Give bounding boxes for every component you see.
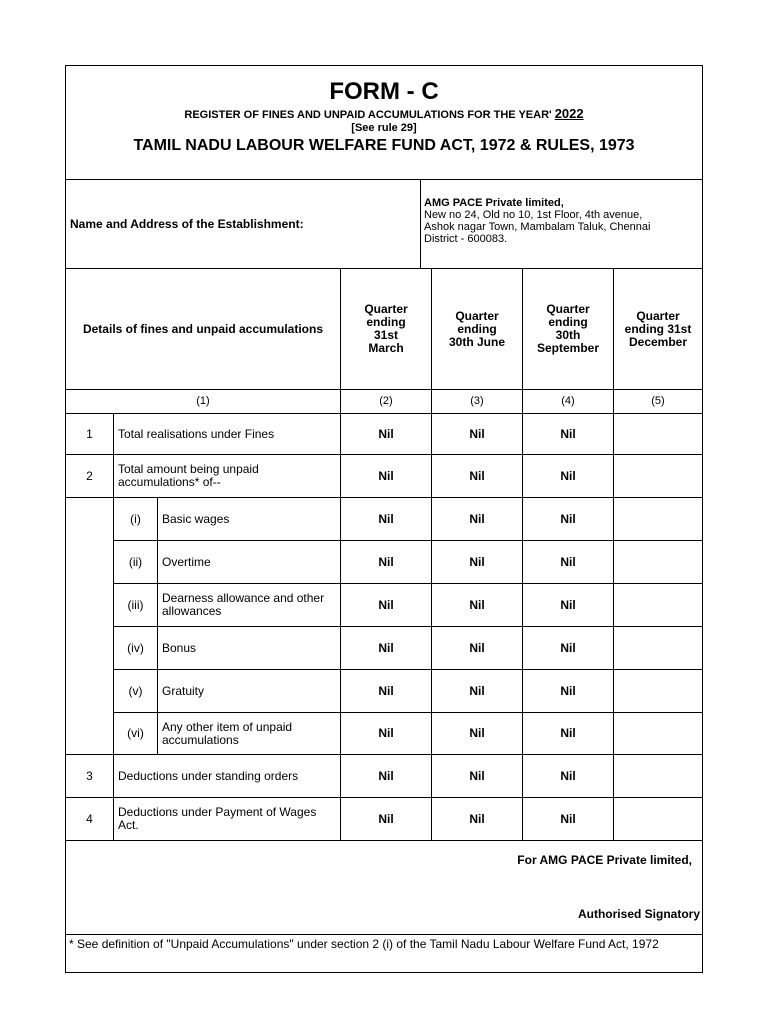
row-serial: 4	[86, 811, 93, 826]
row-value: Nil	[340, 670, 431, 712]
row-value: Nil	[340, 798, 431, 840]
row-serial: 2	[86, 468, 93, 483]
address-line: Ashok nagar Town, Mambalam Taluk, Chennai	[424, 221, 651, 233]
footnote: * See definition of "Unpaid Accumulations" under section 2 (i) of the Tamil Nadu Labour Welfare Fund Act, 1972	[66, 934, 702, 972]
column-number: (2)	[340, 390, 431, 413]
row-description: Bonus	[157, 627, 340, 669]
row-sub-numeral: (i)	[113, 498, 157, 540]
row-value: Nil	[522, 713, 613, 754]
row-description: Gratuity	[157, 670, 340, 712]
row-value: Nil	[340, 541, 431, 583]
row-value: Nil	[431, 755, 522, 797]
row-value: Nil	[340, 713, 431, 754]
row-value	[613, 541, 702, 583]
row-value: Nil	[340, 584, 431, 626]
row-value: Nil	[522, 541, 613, 583]
row-value: Nil	[522, 627, 613, 669]
sub-rows-spacer	[66, 498, 113, 754]
row-value	[613, 414, 702, 454]
row-value	[613, 670, 702, 712]
row-sub-numeral: (v)	[113, 670, 157, 712]
sub-rows-block	[66, 497, 702, 754]
column-header-q4: Quarter ending 31st December	[613, 269, 702, 389]
row-value: Nil	[431, 627, 522, 669]
row-value: Nil	[431, 541, 522, 583]
row-value	[613, 713, 702, 754]
row-sub-numeral: (iii)	[113, 584, 157, 626]
column-header-details: Details of fines and unpaid accumulations	[82, 321, 324, 336]
column-number: (5)	[613, 390, 702, 413]
signature-block	[66, 840, 702, 934]
table-row	[66, 754, 702, 797]
row-value	[613, 627, 702, 669]
form-sheet	[65, 65, 703, 973]
column-number: (3)	[431, 390, 522, 413]
address-line: New no 24, Old no 10, 1st Floor, 4th avenue,	[424, 209, 643, 221]
row-value	[613, 455, 702, 497]
row-value: Nil	[340, 498, 431, 540]
table-row	[66, 413, 702, 454]
column-header-row	[66, 268, 702, 389]
form-title: FORM - C	[329, 78, 439, 105]
row-description: Basic wages	[157, 498, 340, 540]
row-serial: 1	[86, 426, 93, 441]
row-value: Nil	[522, 755, 613, 797]
column-number: (4)	[522, 390, 613, 413]
row-value: Nil	[340, 455, 431, 497]
row-value: Nil	[522, 798, 613, 840]
column-header-q3: Quarter ending 30th September	[522, 269, 613, 389]
row-description: Deductions under standing orders	[113, 755, 340, 797]
table-row	[113, 669, 702, 712]
row-value: Nil	[431, 670, 522, 712]
column-header-q2: Quarter ending 30th June	[431, 269, 522, 389]
row-value: Nil	[431, 498, 522, 540]
row-serial: 3	[86, 768, 93, 783]
row-value: Nil	[431, 414, 522, 454]
form-header	[66, 79, 702, 179]
row-description: Overtime	[157, 541, 340, 583]
column-header-q1: Quarter ending 31st March	[340, 269, 431, 389]
row-value: Nil	[522, 498, 613, 540]
establishment-address	[420, 180, 702, 268]
row-value	[613, 498, 702, 540]
table-row	[113, 626, 702, 669]
row-sub-numeral: (vi)	[113, 713, 157, 754]
establishment-row	[66, 179, 702, 268]
row-description: Dearness allowance and other allowances	[157, 584, 340, 626]
row-value: Nil	[340, 414, 431, 454]
table-row	[66, 454, 702, 497]
address-line: District - 600083.	[424, 233, 508, 245]
form-subtitle	[66, 107, 702, 122]
table-row	[113, 712, 702, 754]
column-number: (1)	[196, 395, 210, 407]
table-row	[113, 540, 702, 583]
row-value: Nil	[522, 455, 613, 497]
row-sub-numeral: (iv)	[113, 627, 157, 669]
row-value: Nil	[431, 798, 522, 840]
subtitle-text: REGISTER OF FINES AND UNPAID ACCUMULATIONS FOR THE YEAR'	[184, 109, 552, 121]
row-sub-numeral: (ii)	[113, 541, 157, 583]
row-value: Nil	[522, 414, 613, 454]
row-description: Total realisations under Fines	[113, 414, 340, 454]
form-act: TAMIL NADU LABOUR WELFARE FUND ACT, 1972 & RULES, 1973	[133, 137, 635, 154]
row-description: Total amount being unpaid accumulations* of--	[113, 455, 340, 497]
establishment-label: Name and Address of the Establishment:	[70, 216, 304, 231]
form-rule: [See rule 29]	[351, 122, 417, 134]
sub-rows	[113, 498, 702, 754]
row-value: Nil	[431, 455, 522, 497]
form-year: 2022	[554, 106, 584, 121]
authorised-signatory: Authorised Signatory	[577, 907, 700, 921]
row-value	[613, 755, 702, 797]
row-value: Nil	[522, 584, 613, 626]
for-company-line: For AMG PACE Private limited,	[517, 853, 692, 867]
row-value	[613, 584, 702, 626]
row-description: Deductions under Payment of Wages Act.	[113, 798, 340, 840]
table-row	[113, 583, 702, 626]
table-row	[113, 498, 702, 540]
establishment-name: AMG PACE Private limited,	[424, 197, 564, 209]
column-number-row	[66, 389, 702, 413]
row-value: Nil	[431, 584, 522, 626]
row-description: Any other item of unpaid accumulations	[157, 713, 340, 754]
row-value: Nil	[340, 755, 431, 797]
row-value: Nil	[522, 670, 613, 712]
row-value: Nil	[431, 713, 522, 754]
table-row	[66, 797, 702, 840]
row-value	[613, 798, 702, 840]
row-value: Nil	[340, 627, 431, 669]
